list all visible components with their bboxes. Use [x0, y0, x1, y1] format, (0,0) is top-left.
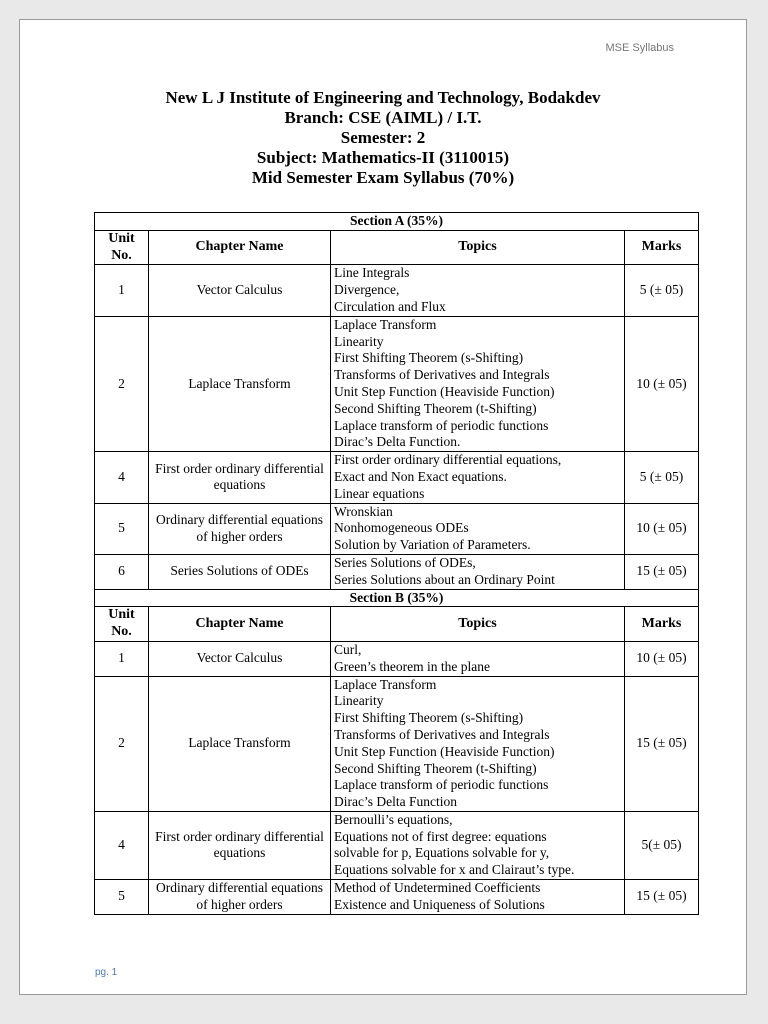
topics-cell	[331, 811, 625, 879]
topics-cell	[331, 880, 625, 915]
branch-line: Branch: CSE (AIML) / I.T.	[284, 108, 482, 127]
marks-header: Marks	[625, 607, 699, 642]
table-row	[95, 554, 699, 589]
topic-item: Series Solutions about an Ordinary Point	[334, 571, 555, 587]
topic-item: Curl,	[334, 641, 362, 657]
chapter-name: Vector Calculus	[149, 641, 331, 676]
topic-item: Unit Step Function (Heaviside Function)	[334, 743, 555, 759]
topic-item: Solution by Variation of Parameters.	[334, 537, 531, 553]
unit-number: 4	[95, 452, 149, 503]
table-row	[95, 316, 699, 451]
marks-value: 5 (± 05)	[625, 265, 699, 316]
section-row	[95, 213, 699, 231]
topic-item: Equations solvable for x and Clairaut’s type.	[334, 862, 575, 878]
topic-item: Transforms of Derivatives and Integrals	[334, 726, 550, 742]
topic-item: First Shifting Theorem (s-Shifting)	[334, 710, 524, 726]
document-page	[19, 19, 747, 995]
marks-value: 10 (± 05)	[625, 641, 699, 676]
topic-item: solvable for p, Equations solvable for y,	[334, 845, 550, 861]
chapter-header: Chapter Name	[149, 230, 331, 265]
topics-cell	[331, 316, 625, 451]
subject-line: Subject: Mathematics-II (3110015)	[256, 148, 510, 167]
page-number: pg. 1	[95, 967, 118, 978]
syllabus-table	[94, 212, 699, 915]
topics-header: Topics	[331, 230, 625, 265]
topic-item: Laplace Transform	[334, 676, 437, 692]
topics-cell	[331, 676, 625, 811]
marks-value: 10 (± 05)	[625, 316, 699, 451]
unit-number: 5	[95, 503, 149, 554]
document-title	[20, 88, 746, 188]
topic-item: Wronskian	[334, 503, 393, 519]
topic-item: Bernoulli’s equations,	[334, 811, 453, 827]
topic-item: Second Shifting Theorem (t-Shifting)	[334, 400, 537, 416]
topic-item: Dirac’s Delta Function.	[334, 434, 461, 450]
exam-line: Mid Semester Exam Syllabus (70%)	[251, 168, 515, 187]
unit-number: 1	[95, 641, 149, 676]
semester-line: Semester: 2	[340, 128, 426, 147]
header-row	[95, 607, 699, 642]
topic-item: Nonhomogeneous ODEs	[334, 520, 469, 536]
marks-value: 5(± 05)	[625, 811, 699, 879]
topic-item: Exact and Non Exact equations.	[334, 468, 507, 484]
section-row	[95, 589, 699, 607]
chapter-name: Laplace Transform	[149, 676, 331, 811]
topic-item: Linearity	[334, 693, 384, 709]
topic-item: Series Solutions of ODEs,	[334, 554, 476, 570]
topic-item: Dirac’s Delta Function	[334, 794, 457, 810]
topic-item: Green’s theorem in the plane	[334, 658, 490, 674]
chapter-header: Chapter Name	[149, 607, 331, 642]
topic-item: Divergence,	[334, 282, 400, 298]
topics-cell	[331, 452, 625, 503]
header-note: MSE Syllabus	[605, 42, 674, 54]
unit-number: 1	[95, 265, 149, 316]
topics-header: Topics	[331, 607, 625, 642]
table-row	[95, 452, 699, 503]
unit-number: 4	[95, 811, 149, 879]
topic-item: First order ordinary differential equations,	[334, 452, 562, 468]
topic-item: Laplace transform of periodic functions	[334, 417, 549, 433]
marks-value: 10 (± 05)	[625, 503, 699, 554]
unit-number: 5	[95, 880, 149, 915]
topic-item: Equations not of first degree: equations	[334, 828, 547, 844]
topics-cell	[331, 554, 625, 589]
chapter-name: Series Solutions of ODEs	[149, 554, 331, 589]
unit-header: Unit No.	[95, 230, 149, 265]
unit-number: 2	[95, 316, 149, 451]
table-row	[95, 503, 699, 554]
unit-number: 6	[95, 554, 149, 589]
topics-cell	[331, 641, 625, 676]
table-row	[95, 811, 699, 879]
header-row	[95, 230, 699, 265]
topic-item: Transforms of Derivatives and Integrals	[334, 367, 550, 383]
topic-item: Circulation and Flux	[334, 298, 446, 314]
topic-item: Linear equations	[334, 485, 425, 501]
chapter-name: Vector Calculus	[149, 265, 331, 316]
table-row	[95, 641, 699, 676]
topics-cell	[331, 503, 625, 554]
table-row	[95, 676, 699, 811]
marks-value: 5 (± 05)	[625, 452, 699, 503]
marks-value: 15 (± 05)	[625, 676, 699, 811]
topic-item: Existence and Uniqueness of Solutions	[334, 896, 545, 912]
topic-item: Unit Step Function (Heaviside Function)	[334, 383, 555, 399]
institute-name: New L J Institute of Engineering and Technology, Bodakdev	[165, 88, 601, 107]
topic-item: First Shifting Theorem (s-Shifting)	[334, 350, 524, 366]
section-title: Section B (35%)	[95, 589, 699, 607]
marks-header: Marks	[625, 230, 699, 265]
unit-header: Unit No.	[95, 607, 149, 642]
topic-item: Laplace Transform	[334, 316, 437, 332]
marks-value: 15 (± 05)	[625, 880, 699, 915]
topic-item: Linearity	[334, 333, 384, 349]
section-title: Section A (35%)	[95, 213, 699, 231]
topics-cell	[331, 265, 625, 316]
topic-item: Method of Undetermined Coefficients	[334, 880, 541, 896]
chapter-name: Ordinary differential equations of higher orders	[149, 503, 331, 554]
topic-item: Line Integrals	[334, 265, 410, 281]
topic-item: Laplace transform of periodic functions	[334, 777, 549, 793]
topic-item: Second Shifting Theorem (t-Shifting)	[334, 760, 537, 776]
chapter-name: Ordinary differential equations of higher orders	[149, 880, 331, 915]
marks-value: 15 (± 05)	[625, 554, 699, 589]
table-row	[95, 880, 699, 915]
chapter-name: First order ordinary differential equations	[149, 452, 331, 503]
unit-number: 2	[95, 676, 149, 811]
chapter-name: First order ordinary differential equations	[149, 811, 331, 879]
chapter-name: Laplace Transform	[149, 316, 331, 451]
table-row	[95, 265, 699, 316]
